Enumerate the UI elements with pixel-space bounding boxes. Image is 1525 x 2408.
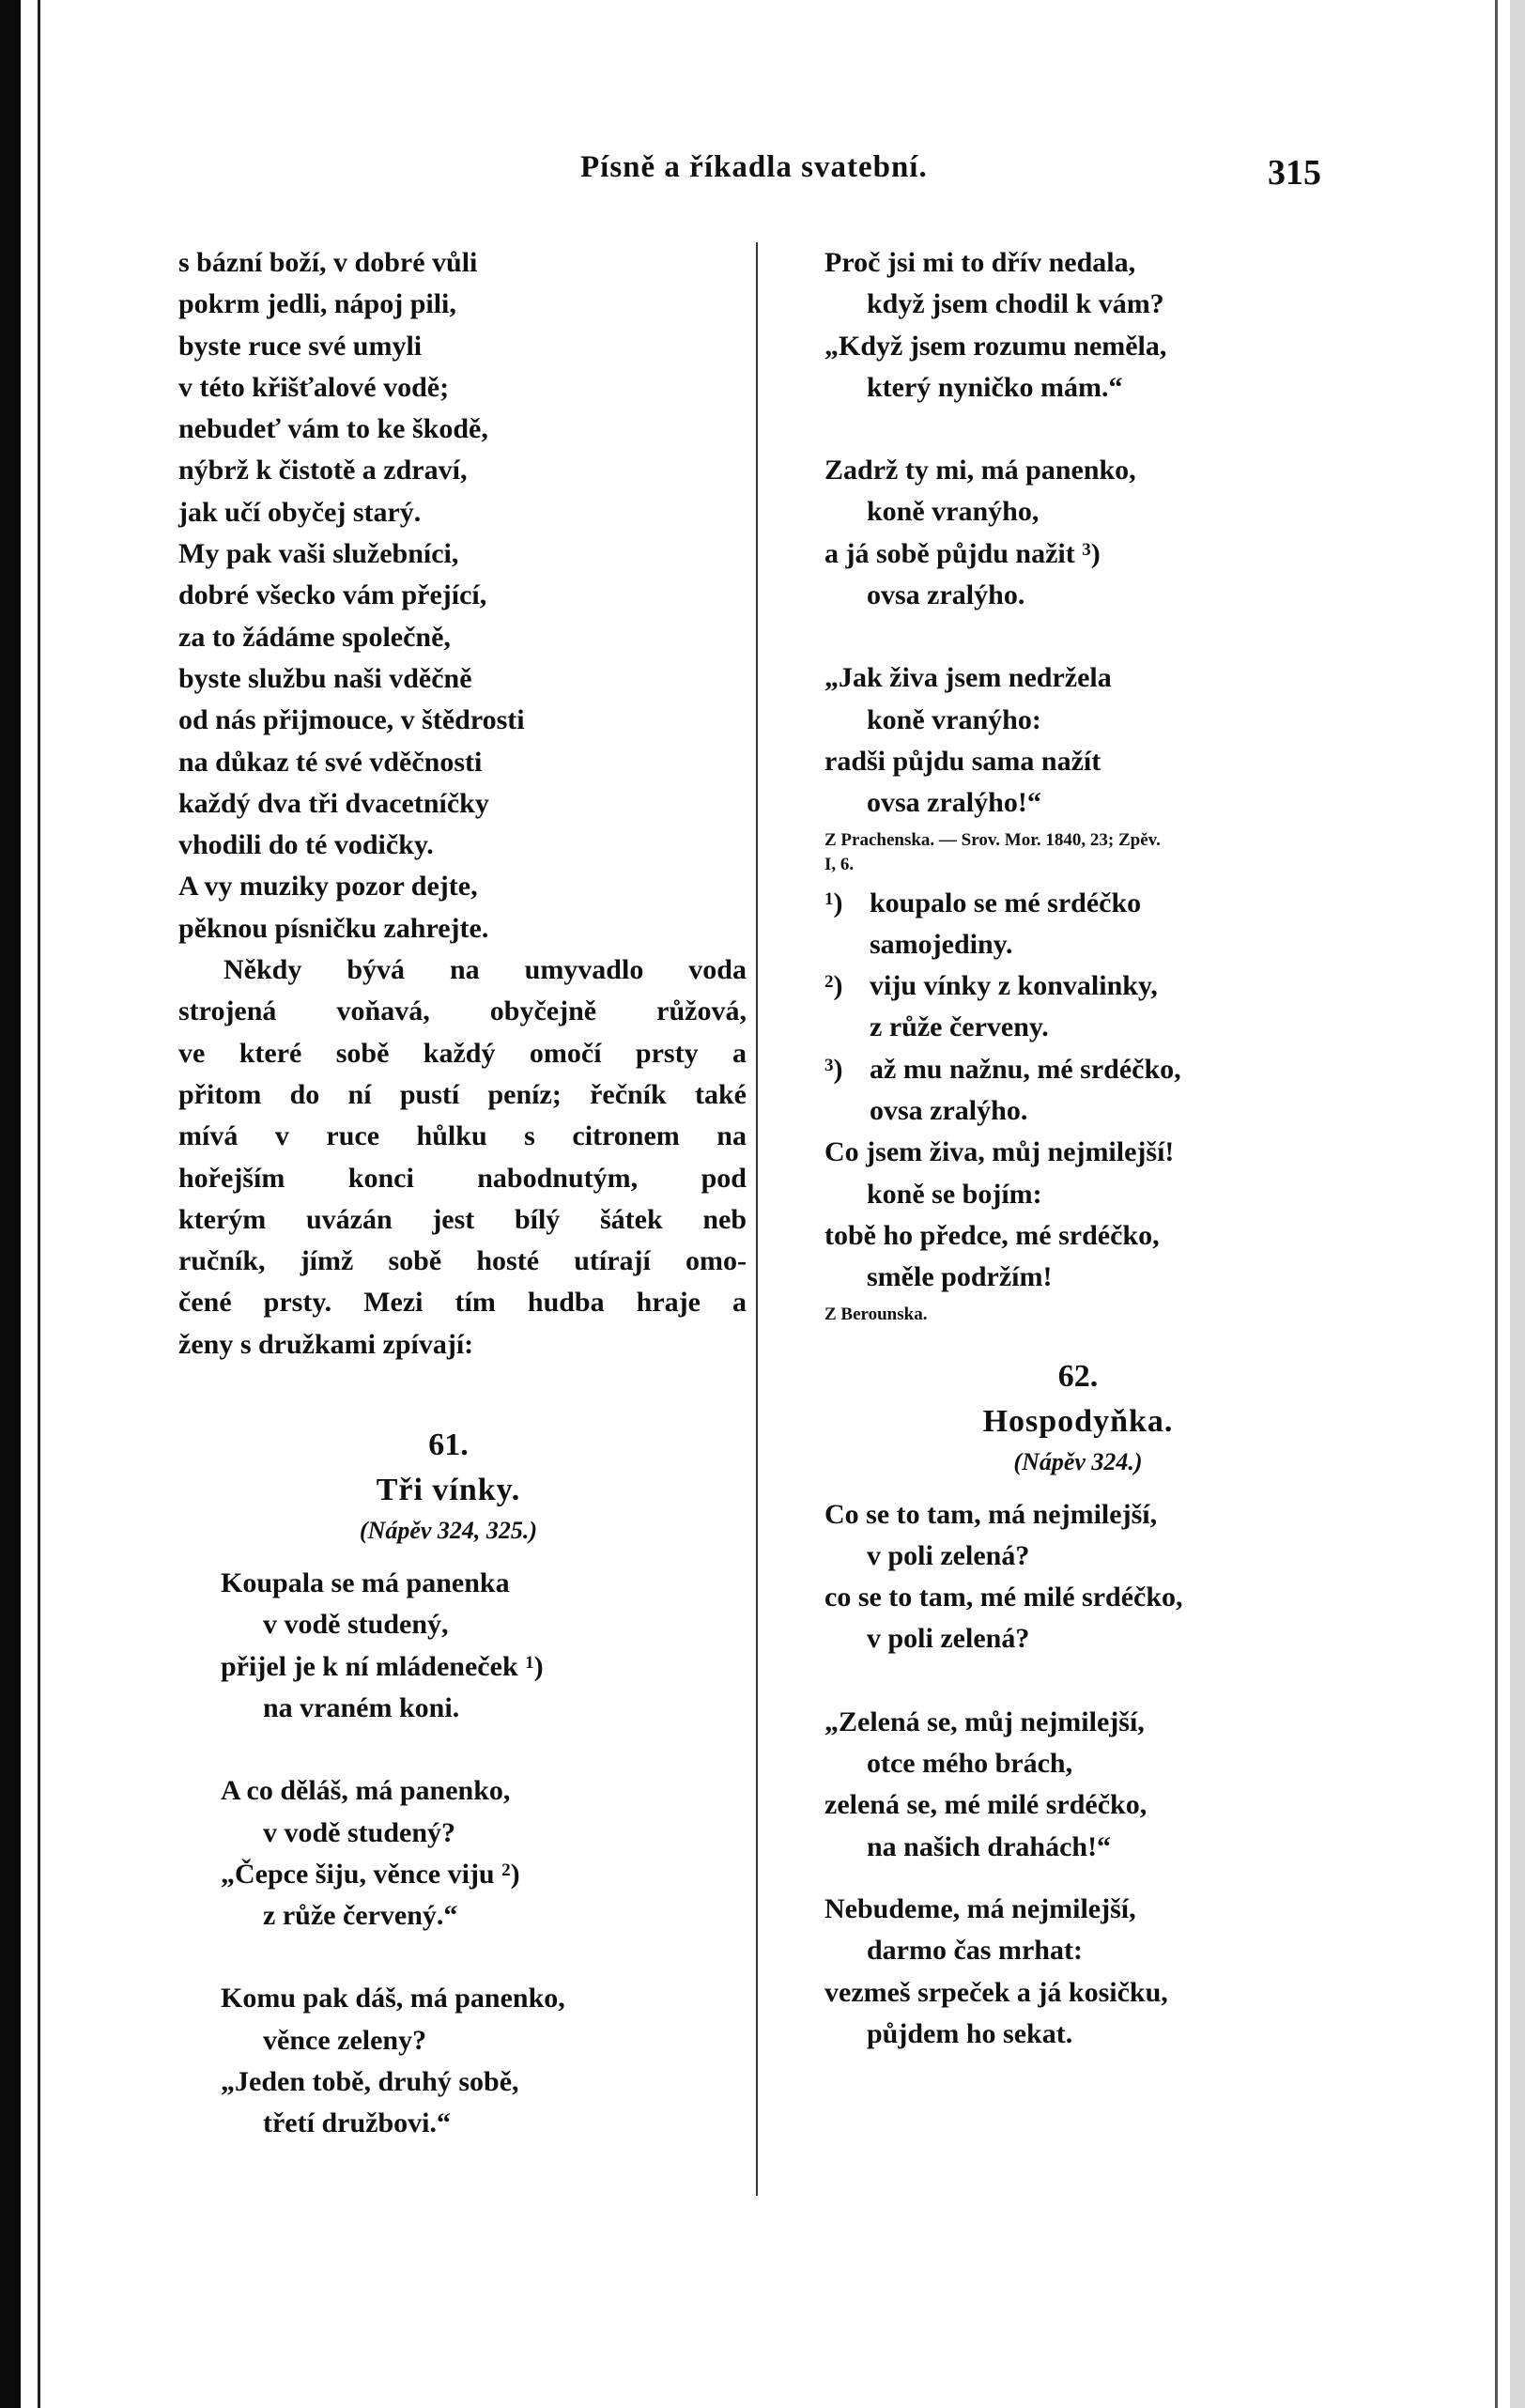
source-note: Z Prachenska. — Srov. Mor. 1840, 23; Zpěv. [824,829,1161,850]
lyric-line [824,533,1360,575]
footnote-number: $^1$) [824,887,843,918]
lyric-line: „Zelená se, můj nejmilejší, [824,1706,1145,1737]
lyric-line: Zadrž ty mi, má panenko, [824,455,1136,486]
song-number: 61. [428,1428,469,1463]
lyric-line: otce mého brách, [867,1748,1073,1780]
left-column [178,242,747,2145]
lyric-line: radši půjdu sama nažít [824,745,1101,777]
footnote-marker-paren: ) [533,1650,544,1682]
verse-line: A vy muziky pozor dejte, [178,871,478,903]
lyric-line: třetí družbovi.“ [263,2107,451,2139]
page-header [0,150,1525,197]
prose-line: čené prsty. Mezi tím hudba hraje a [178,1287,747,1319]
lyric-line: „Jeden tobě, druhý sobě, [221,2065,519,2097]
lyric-line: věnce zeleny? [263,2024,427,2056]
footnote-line: samojediny. [870,928,1013,960]
footnote-marker: 3 [1082,539,1091,560]
lyric-line: na našich drahách!“ [867,1830,1112,1862]
lyric-line [221,1854,747,1895]
verse-line: vhodili do té vodičky. [178,829,434,861]
lyric-line: koně se bojím: [867,1178,1042,1210]
right-column [824,242,1360,2055]
prose-paragraph [178,949,747,1366]
lyric-line: na vraném koni. [263,1691,460,1723]
lyric-line: darmo čas mrhat: [867,1935,1083,1967]
prose-line: kterým uvázán jest bílý šátek neb [178,1203,747,1235]
lyric-line: když jsem chodil k vám? [867,288,1164,320]
lyric-line: zelená se, mé milé srdéčko, [824,1789,1148,1821]
lyric-line: v vodě studený? [263,1816,456,1848]
source-note: Z Berounska. [824,1304,928,1324]
footnote-line: až mu nažnu, mé srdéčko, [870,1053,1181,1085]
verse-line: byste ruce své umyli [178,330,423,362]
footnote-line: ovsa zralýho. [870,1095,1028,1127]
lyric-line: ovsa zralýho. [867,579,1025,611]
lyric-line: Nebudeme, má nejmilejší, [824,1892,1136,1924]
lyric-text: „Čepce šiju, věnce viju [221,1858,495,1890]
lyric-text: a já sobě půjdu nažit [824,537,1075,569]
lyric-line: koně vranýho: [867,703,1041,735]
lyric-line: „Když jsem rozumu neměla, [824,330,1167,362]
lyric-line [221,1646,747,1688]
footnote-marker-paren: ) [1090,537,1101,569]
song-number: 62. [1057,1358,1099,1394]
song-62-lyrics [824,1494,1360,2056]
lyric-line: půjdem ho sekat. [867,2017,1073,2049]
verse-line: nýbrž k čistotě a zdraví, [178,455,468,486]
lyric-line: „Jak živa jsem nedržela [824,662,1112,694]
lyric-line: A co děláš, má panenko, [221,1775,511,1807]
stanza [824,1132,1360,1298]
prose-line: mívá v ruce hůlku s citronem na [178,1120,747,1152]
prose-line: Někdy bývá na umyvadlo voda [223,954,747,986]
running-head: Písně a říkadla svatební. [580,150,928,184]
stanza [824,242,1360,409]
footnote-line: koupalo se mé srdéčko [870,887,1142,918]
footnote-number: $^2$) [824,970,843,1002]
prose-line: strojená voňavá, obyčejně růžová, [178,996,747,1027]
footnote-marker-paren: ) [510,1858,520,1890]
lyric-line: z růže červený.“ [263,1900,458,1932]
verse-line: dobré všecko vám přející, [178,579,487,611]
lyric-line: co se to tam, mé milé srdéčko, [824,1582,1183,1613]
column-divider [756,242,758,2196]
verse-line: na důkaz té své vděčnosti [178,746,483,778]
footnote-marker: 1 [525,1652,534,1673]
source-note: I, 6. [824,854,855,874]
stanza [824,450,1360,616]
lyric-line: v vodě studený, [263,1609,449,1641]
footnote-line: z růže červeny. [870,1011,1049,1043]
footnotes [824,883,1360,1133]
verse-line: byste službu naši vděčně [178,662,472,694]
lyric-text: přijel je k ní mládeneček [221,1650,518,1682]
scan-edge-right-line [1495,0,1498,2408]
stanza [824,657,1360,824]
lyric-line: který nyničko mám.“ [867,371,1123,403]
verse-line: pokrm jedli, nápoj pili, [178,288,456,320]
lyric-line: Co jsem živa, můj nejmilejší! [824,1136,1175,1168]
verse-line: v této křišťalové vodě; [178,371,450,403]
lyric-line: Koupala se má panenka [221,1567,510,1599]
scan-edge-left-line [38,0,40,2408]
verse-line: s bázní boží, v dobré vůli [178,247,478,278]
scan-edge-right [1510,0,1525,2408]
lyric-line: v poli zelená? [867,1623,1030,1655]
verse-line: nebudeť vám to ke škodě, [178,413,488,445]
song-title: Hospodyňka. [982,1403,1174,1439]
song-61-lyrics [178,1563,747,2145]
scan-edge-left [0,0,21,2408]
page-number: 315 [1268,153,1321,193]
prose-line: ženy s družkami zpívají: [178,1328,474,1360]
lyric-line: Co se to tam, má nejmilejší, [824,1498,1158,1530]
lyric-line: v poli zelená? [867,1539,1030,1571]
prose-line: hořejším konci nabodnutým, pod [178,1162,747,1194]
lyric-line: směle podržím! [867,1261,1053,1293]
verse-line: jak učí obyčej starý. [178,496,422,528]
footnote-line: viju vínky z konvalinky, [870,970,1158,1002]
footnote [824,1049,1360,1133]
prose-line: ve které sobě každý omočí prsty a [178,1037,747,1069]
verse-line: pěknou písničku zahrejte. [178,912,489,944]
wedding-speech-verse [178,242,747,949]
lyric-line: ovsa zralýho!“ [867,787,1041,819]
verse-line: My pak vaši služebníci, [178,538,459,570]
lyric-line: Proč jsi mi to dřív nedala, [824,247,1136,278]
footnote-number: $^3$) [824,1053,843,1085]
song-title: Tři vínky. [376,1473,521,1508]
verse-line: každý dva tři dvacetníčky [178,787,489,819]
footnote [824,965,1360,1049]
verse-line: za to žádáme společně, [178,621,451,653]
song-tune-reference: (Nápěv 324.) [1013,1447,1143,1475]
song-tune-reference: (Nápěv 324, 325.) [359,1517,538,1545]
footnote [824,883,1360,966]
lyric-line: Komu pak dáš, má panenko, [221,1983,565,2014]
lyric-line: tobě ho předce, mé srdéčko, [824,1219,1160,1251]
lyric-line: vezmeš srpeček a já kosičku, [824,1976,1168,2008]
prose-line: přitom do ní pustí peníz; řečník také [178,1078,747,1110]
lyric-line: koně vranýho, [867,496,1040,528]
verse-line: od nás přijmouce, v štědrosti [178,704,525,736]
footnote-marker: 2 [501,1860,511,1880]
prose-line: ručník, jímž sobě hosté utírají omo- [178,1245,747,1277]
